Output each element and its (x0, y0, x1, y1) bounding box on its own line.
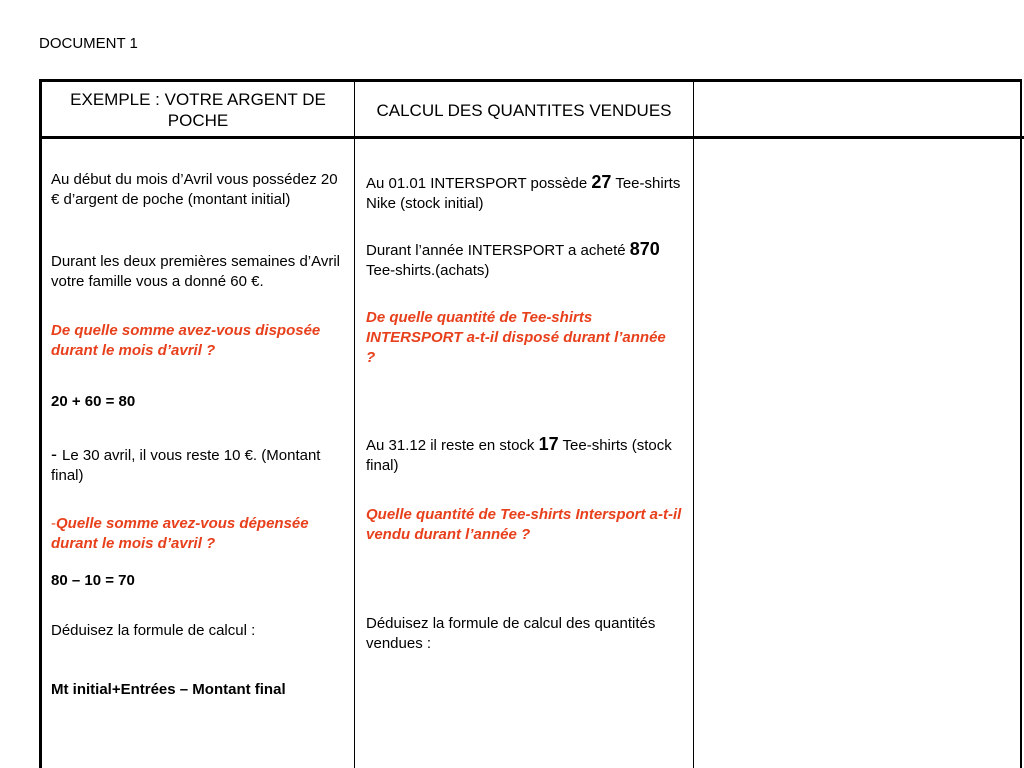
col2-paragraph-final (366, 434, 688, 476)
header-col2: CALCUL DES QUANTITES VENDUES (376, 100, 672, 120)
col2-paragraph-purchases (366, 239, 688, 281)
col2-purchases-text-a: Durant l’année INTERSPORT a acheté (366, 242, 630, 259)
col1-dash-1: - (51, 444, 62, 464)
document-label: DOCUMENT 1 (39, 35, 138, 52)
col1-question-2: Quelle somme avez-vous dépensée durant le mois d’avril ? (51, 515, 309, 552)
col2-initial-text-b: Tee-shirts Nike (stock initial) (366, 175, 681, 212)
col2-initial-number: 27 (591, 172, 612, 192)
col1-formula: Mt initial+Entrées – Montant final (51, 681, 286, 698)
header-col3 (695, 86, 1021, 134)
col2-purchases-number: 870 (629, 239, 660, 259)
col2-initial-text-a: Au 01.01 INTERSPORT possède (366, 175, 592, 192)
col2-purchases-text-b: Tee-shirts.(achats) (366, 262, 490, 279)
col1-dash-2: - (51, 515, 56, 532)
header-col1: EXEMPLE : VOTRE ARGENT DE POCHE (70, 90, 326, 130)
col2-deduce-prompt: Déduisez la formule de calcul des quantités vendues : (366, 615, 656, 652)
col1-paragraph-initial: Au début du mois d’Avril vous possédez 20 € d’argent de poche (montant initial) (51, 171, 338, 208)
col2-final-number: 17 (538, 434, 559, 454)
col1-deduce-prompt: Déduisez la formule de calcul : (51, 622, 256, 639)
col1-paragraph-final (51, 444, 341, 486)
col1-final-text: Le 30 avril, il vous reste 10 €. (Montant final) (51, 447, 321, 484)
col2-question-1: De quelle quantité de Tee-shirts INTERSPORT a-t-il disposé durant l’année ? (366, 309, 666, 366)
col2-question-2: Quelle quantité de Tee-shirts Intersport a-t-il vendu durant l’année ? (366, 506, 682, 543)
col1-answer-1: 20 + 60 = 80 (51, 393, 136, 410)
col2-final-text-b: Tee-shirts (stock final) (366, 437, 672, 474)
col1-paragraph-entries: Durant les deux premières semaines d’Avril votre famille vous a donné 60 €. (51, 253, 341, 290)
col1-question-1: De quelle somme avez-vous disposée durant le mois d’avril ? (51, 322, 321, 359)
column-divider-2 (693, 81, 694, 768)
col2-final-text-a: Au 31.12 il reste en stock (366, 437, 539, 454)
col1-question-2-wrap (51, 514, 351, 554)
column-divider-1 (354, 81, 355, 768)
header-divider (39, 136, 1024, 139)
col1-answer-2: 80 – 10 = 70 (51, 572, 135, 589)
col2-paragraph-initial (366, 172, 688, 214)
